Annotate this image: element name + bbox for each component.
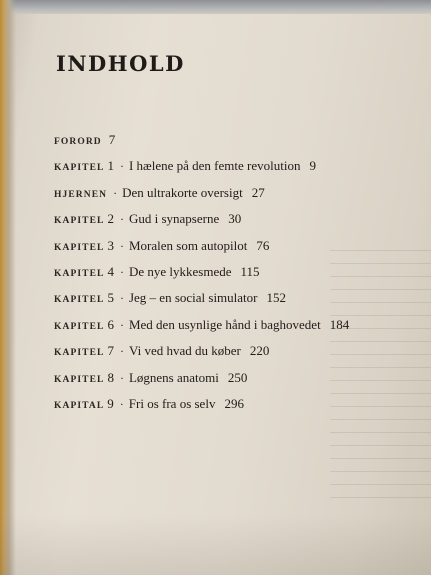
entry-label: HJERNEN [54, 189, 108, 200]
toc-entry-kapitel-4 [54, 264, 414, 290]
chapter-number: 4 [107, 263, 114, 279]
separator-dot: · [119, 238, 124, 253]
bottom-shadow [0, 515, 431, 575]
entry-title: Løgnens anatomi [128, 369, 219, 385]
chapter-number: 9 [107, 395, 114, 411]
toc-entry-forord [54, 132, 414, 158]
toc-entry-kapitel-8 [54, 370, 414, 396]
separator-dot: · [119, 212, 124, 227]
entry-page-number: 296 [224, 395, 244, 411]
separator-dot: · [119, 291, 124, 306]
entry-page-number: 30 [228, 211, 242, 227]
separator-dot: · [119, 264, 124, 279]
toc-entry-kapitel-3 [54, 238, 414, 264]
toc-entry-hjernen [54, 185, 414, 211]
chapter-number: 1 [107, 158, 114, 174]
separator-dot: · [119, 396, 124, 411]
chapter-number: 7 [107, 343, 114, 359]
separator-dot: · [113, 185, 118, 200]
entry-title: Moralen som autopilot [128, 237, 248, 253]
separator-dot: · [119, 159, 124, 174]
entry-page-number: 152 [266, 290, 286, 306]
entry-label: KAPITAL [54, 400, 105, 411]
entry-page-number: 115 [240, 263, 260, 279]
entry-title: De nye lykkesmede [128, 263, 232, 279]
chapter-number: 3 [107, 237, 114, 253]
entry-label: KAPITEL [54, 216, 105, 227]
entry-title: Fri os fra os selv [128, 395, 216, 411]
entry-page-number: 9 [309, 158, 316, 174]
entry-label: KAPITEL [54, 321, 105, 332]
entry-label: KAPITEL [54, 348, 105, 359]
separator-dot: · [119, 370, 124, 385]
entry-page-number: 7 [108, 132, 116, 147]
page-title: INDHOLD [56, 51, 185, 76]
entry-label: KAPITEL [54, 374, 105, 385]
table-of-contents [54, 132, 414, 422]
entry-title: Vi ved hvad du køber [128, 343, 241, 359]
toc-entry-kapitel-9 [54, 396, 414, 422]
toc-entry-kapitel-2 [54, 211, 414, 237]
toc-entry-kapitel-5 [54, 290, 414, 316]
entry-label: KAPITEL [54, 268, 105, 279]
entry-page-number: 250 [227, 369, 248, 385]
separator-dot: · [119, 344, 124, 359]
entry-page-number: 76 [256, 237, 270, 253]
chapter-number: 2 [107, 211, 114, 227]
separator-dot: · [119, 317, 124, 332]
entry-label: KAPITEL [54, 163, 105, 174]
entry-page-number: 27 [251, 184, 265, 200]
toc-entry-kapitel-6 [54, 317, 414, 343]
entry-title: Den ultrakorte oversigt [122, 184, 243, 200]
chapter-number: 5 [107, 290, 114, 306]
toc-entry-kapitel-1 [54, 158, 414, 184]
entry-page-number: 220 [249, 343, 270, 359]
entry-title: I hælene på den femte revolution [128, 158, 301, 174]
entry-title: Med den usynlige hånd i baghovedet [128, 316, 321, 332]
entry-label: FORORD [54, 137, 102, 147]
entry-title: Gud i synapserne [128, 211, 220, 227]
entry-page-number: 184 [329, 316, 350, 332]
entry-label: KAPITEL [54, 242, 105, 253]
spine-shadow [0, 0, 16, 575]
entry-label: KAPITEL [54, 295, 105, 306]
chapter-number: 8 [107, 369, 114, 385]
toc-entry-kapitel-7 [54, 343, 414, 369]
chapter-number: 6 [107, 316, 114, 332]
background-surface [0, 0, 431, 14]
entry-title: Jeg – en social simulator [128, 290, 258, 306]
